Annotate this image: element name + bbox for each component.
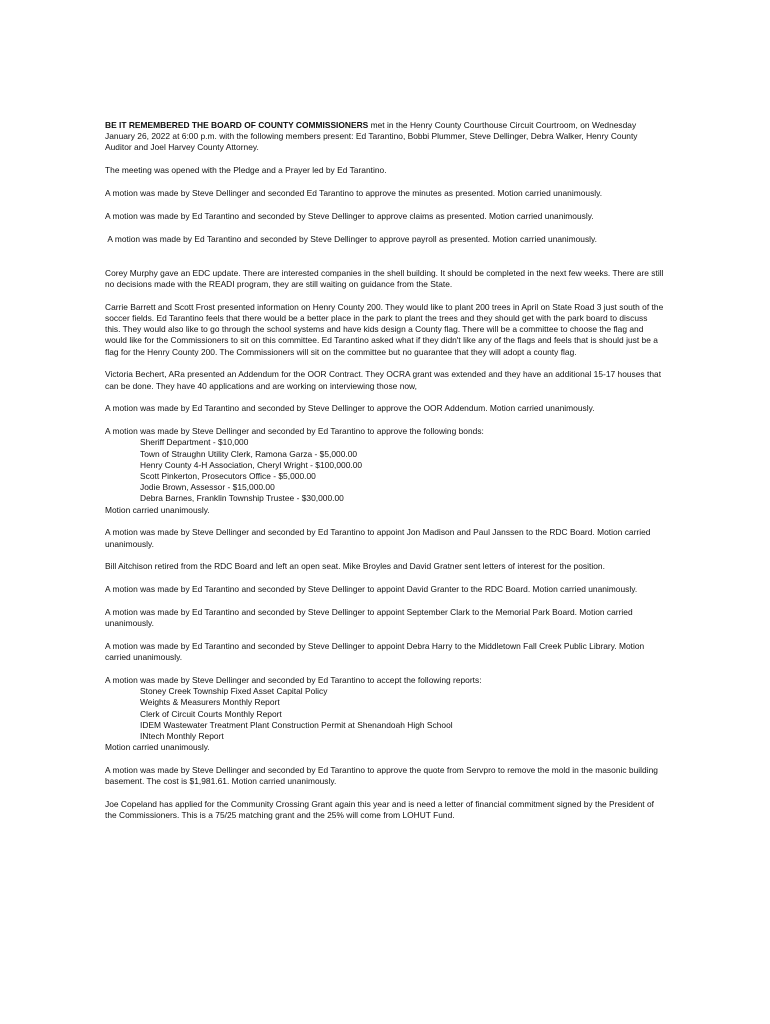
bonds-outro: Motion carried unanimously. — [105, 504, 210, 515]
list-item: IDEM Wastewater Treatment Plant Construction Permit at Shenandoah High School — [140, 719, 453, 730]
rdc-appoint-motion: A motion was made by Steve Dellinger and seconded by Ed Tarantino to appoint Jon Madison and Paul Janssen to the RDC Board. Motion carried unanimously. — [105, 527, 651, 549]
bonds-list — [105, 437, 665, 504]
list-item: Jodie Brown, Assessor - $15,000.00 — [140, 482, 275, 493]
minutes-motion: A motion was made by Steve Dellinger and seconded Ed Tarantino to approve the minutes as presented. Motion carried unanimously. — [105, 188, 603, 198]
clark-motion: A motion was made by Ed Tarantino and seconded by Steve Dellinger to appoint September Clark to the Memorial Park Board. Motion carried unanimously. — [105, 607, 633, 629]
oor-motion: A motion was made by Ed Tarantino and seconded by Steve Dellinger to approve the OOR Addendum. Motion carried unanimously. — [105, 403, 595, 414]
servpro-motion: A motion was made by Steve Dellinger and seconded by Ed Tarantino to approve the quote from Servpro to remove the mold in the masonic building basement. The cost is $1,981.61. Motion carried unanimously. — [105, 765, 658, 787]
list-item: Clerk of Circuit Courts Monthly Report — [140, 708, 282, 719]
list-item: Henry County 4-H Association, Cheryl Wright - $100,000.00 — [140, 459, 363, 470]
oor-paragraph: Victoria Bechert, ARa presented an Addendum for the OOR Contract. They OCRA grant was extended and they have an additional 15-17 houses that can be done. They have 40 applications and are working on interviewing those now, — [105, 369, 662, 391]
claims-motion: A motion was made by Ed Tarantino and seconded by Steve Dellinger to approve claims as presented. Motion carried unanimously. — [105, 210, 594, 221]
list-item: Weights & Measurers Monthly Report — [140, 697, 280, 708]
bonds-intro: A motion was made by Steve Dellinger and seconded by Ed Tarantino to approve the following bonds: — [105, 426, 484, 437]
minutes-body — [105, 120, 665, 833]
reports-block — [105, 675, 665, 753]
payroll-motion — [105, 234, 665, 245]
reports-intro: A motion was made by Steve Dellinger and seconded by Ed Tarantino to accept the following reports: — [105, 675, 482, 686]
pledge-paragraph: The meeting was opened with the Pledge and a Prayer led by Ed Tarantino. — [105, 165, 387, 176]
edc-update: Corey Murphy gave an EDC update. There are interested companies in the shell building. It should be completed in the next few weeks. There are still no decisions made with the READI program, they are still waiting on guidance from the State. — [105, 267, 664, 289]
reports-outro: Motion carried unanimously. — [105, 742, 210, 753]
granter-motion: A motion was made by Ed Tarantino and seconded by Steve Dellinger to appoint David Granter to the RDC Board. Motion carried unanimously. — [105, 584, 638, 595]
list-item: Debra Barnes, Franklin Township Trustee - $30,000.00 — [140, 493, 344, 504]
opening-bold: BE IT REMEMBERED THE BOARD OF COUNTY COMMISSIONERS — [105, 120, 369, 130]
reports-list — [105, 686, 665, 742]
list-item: INtech Monthly Report — [140, 731, 224, 742]
list-item: Sheriff Department - $10,000 — [140, 437, 249, 448]
list-item: Stoney Creek Township Fixed Asset Capital Policy — [140, 686, 328, 697]
grant-paragraph: Joe Copeland has applied for the Community Crossing Grant again this year and is need a letter of financial commitment signed by the President of the Commissioners. This is a 75/25 matching grant and the 25% will come from LOHUT Fund. — [105, 799, 654, 821]
payroll-text: A motion was made by Ed Tarantino and seconded by Steve Dellinger to approve payroll as presented. Motion carried unanimously. — [107, 233, 597, 244]
opening-paragraph — [105, 120, 665, 154]
opening-text: met in the Henry County Courthouse Circuit Courtroom, on Wednesday January 26, 2022 at 6:00 p.m. with the following members present: Ed Tarantino, Bobbi Plummer, Steve Dellinger, Debra Walker, Henry County Auditor and Joel Harvey County Attorney. — [105, 120, 638, 153]
list-item: Scott Pinkerton, Prosecutors Office - $5,000.00 — [140, 471, 316, 482]
bonds-block — [105, 426, 665, 516]
rdc-retire-paragraph: Bill Aitchison retired from the RDC Board and left an open seat. Mike Broyles and David Gratner sent letters of interest for the position. — [105, 561, 605, 572]
harry-motion: A motion was made by Ed Tarantino and seconded by Steve Dellinger to appoint Debra Harry to the Middletown Fall Creek Public Library. Motion carried unanimously. — [105, 641, 645, 663]
trees-paragraph: Carrie Barrett and Scott Frost presented information on Henry County 200. They would like to plant 200 trees in April on State Road 3 just south of the soccer fields. Ed Tarantino feels that there would be a better place in the park to plant the trees and they should get with the park board to discuss this. They would also like to go through the school systems and have kids design a County flag. There will be a committee to choose the flag and would like for the Commissioners to sit on this committee. Ed Tarantino asked what if they didn't like any of the flags and feels that is should just be a flag for the Henry County 200. The Commissioners will sit on the committee but no guarantee that they will adopt a county flag. — [105, 301, 664, 357]
list-item: Town of Straughn Utility Clerk, Ramona Garza - $5,000.00 — [140, 448, 358, 459]
